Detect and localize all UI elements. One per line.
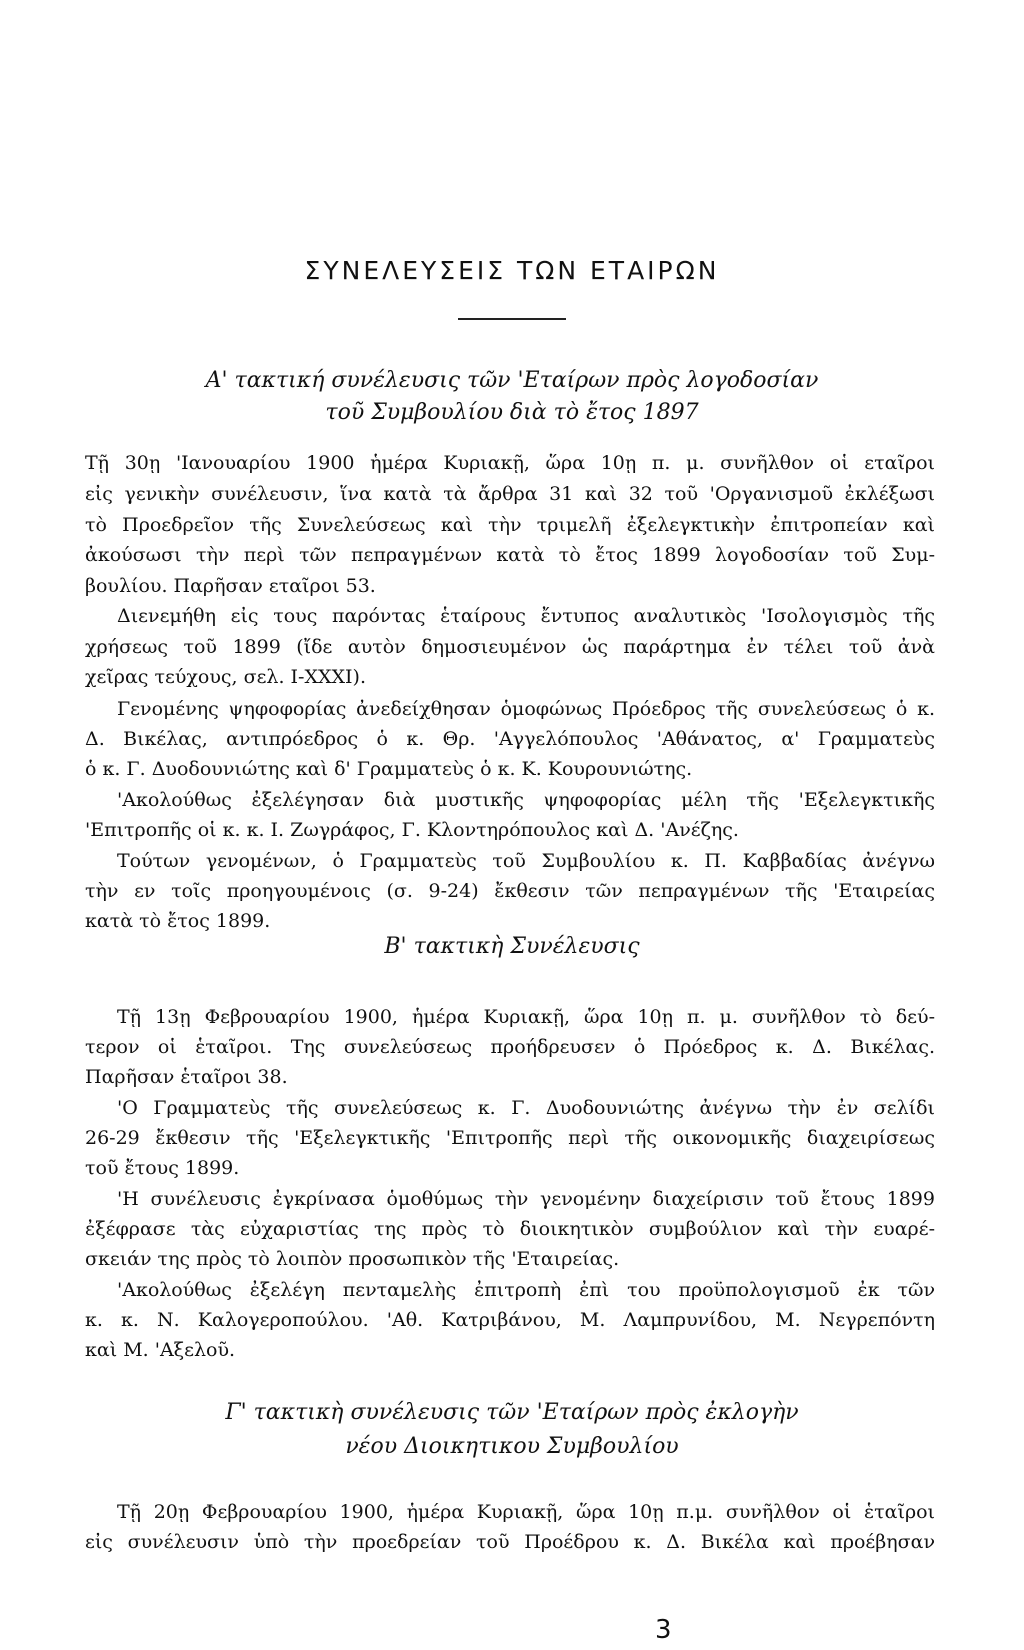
paragraph-line: 'Επιτροπῆς οἱ κ. κ. Ι. Ζωγράφος, Γ. Κλοντηρόπουλος καὶ Δ. 'Ανέζης. bbox=[85, 819, 739, 841]
paragraph-line: χρήσεως τοῦ 1899 (ἴδε αυτὸν δημοσιευμένον ὡς παράρτημα ἐν τέλει τοῦ ἀνὰ bbox=[85, 636, 935, 658]
paragraph-line: 'Η συνέλευσις ἐγκρίνασα ὁμοθύμως τὴν γενομένην διαχείρισιν τοῦ ἔτους 1899 bbox=[117, 1188, 935, 1210]
paragraph-line: κατὰ τὸ ἔτος 1899. bbox=[85, 910, 271, 932]
paragraph-line: τὴν εν τοῖς προηγουμένοις (σ. 9-24) ἔκθεσιν τῶν πεπραγμένων τῆς 'Εταιρείας bbox=[85, 880, 935, 902]
paragraph-line: τερον οἱ ἑταῖροι. Της συνελεύσεως προήδρευσεν ὁ Πρόεδρος κ. Δ. Βικέλας. bbox=[85, 1036, 935, 1058]
paragraph-line: 26-29 ἔκθεσιν τῆς 'Εξελεγκτικῆς 'Επιτροπῆς περὶ τῆς οικονομικῆς διαχειρίσεως bbox=[85, 1127, 935, 1149]
page-number: 3 bbox=[655, 1615, 672, 1645]
page-heading: ΣΥΝΕΛΕΥΣΕΙΣ ΤΩΝ ΕΤΑΙΡΩΝ bbox=[304, 256, 720, 285]
paragraph-line: τοῦ ἔτους 1899. bbox=[85, 1157, 240, 1179]
paragraph-line: Τούτων γενομένων, ὁ Γραμματεὺς τοῦ Συμβουλίου κ. Π. Καββαδίας ἀνέγνω bbox=[117, 850, 935, 872]
paragraph-line: κ. κ. Ν. Καλογεροπούλου. 'Αθ. Κατριβάνου, Μ. Λαμπρυνίδου, Μ. Νεγρεπόντη bbox=[85, 1309, 935, 1331]
paragraph-line: βουλίου. Παρῆσαν εταῖροι 53. bbox=[85, 575, 376, 597]
paragraph-line: χεῖρας τεύχους, σελ. Ι-ΧΧΧΙ). bbox=[85, 666, 367, 688]
paragraph-line: σκειάν της πρὸς τὸ λοιπὸν προσωπικὸν τῆς 'Εταιρείας. bbox=[85, 1248, 620, 1270]
paragraph-line: εἰς γενικὴν συνέλευσιν, ἵνα κατὰ τὰ ἄρθρα 31 καὶ 32 τοῦ 'Οργανισμοῦ ἐκλέξωσι bbox=[85, 483, 935, 505]
paragraph-line: τὸ Προεδρεῖον τῆς Συνελεύσεως καὶ τὴν τριμελῆ ἐξελεγκτικὴν ἐπιτροπείαν καὶ bbox=[85, 514, 935, 536]
paragraph-line: 'Ο Γραμματεὺς τῆς συνελεύσεως κ. Γ. Δυοδουνιώτης ἀνέγνω τὴν ἐν σελίδι bbox=[117, 1097, 935, 1119]
section-c-title-line-1: Γ' τακτικὴ συνέλευσις τῶν 'Εταίρων πρὸς ἐκλογὴν bbox=[225, 1400, 799, 1425]
paragraph-line: Διενεμήθη εἰς τους παρόντας ἑταίρους ἔντυπος αναλυτικὸς 'Ισολογισμὸς τῆς bbox=[117, 605, 935, 627]
paragraph-line: καὶ Μ. 'Αξελοῦ. bbox=[85, 1339, 236, 1361]
heading-rule bbox=[458, 318, 566, 320]
section-a-title-line-1: Α' τακτική συνέλευσις τῶν 'Εταίρων πρὸς λογοδοσίαν bbox=[205, 368, 819, 393]
paragraph-line: Γενομένης ψηφοφορίας ἀνεδείχθησαν ὁμοφώνως Πρόεδρος τῆς συνελεύσεως ὁ κ. bbox=[117, 698, 935, 720]
paragraph-line: 'Ακολούθως ἐξελέγησαν διὰ μυστικῆς ψηφοφορίας μέλη τῆς 'Εξελεγκτικῆς bbox=[117, 789, 935, 811]
paragraph-line: Τῇ 20ῃ Φεβρουαρίου 1900, ἡμέρα Κυριακῇ, ὥρα 10ῃ π.μ. συνῆλθον οἱ ἑταῖροι bbox=[117, 1501, 935, 1523]
paragraph-line: Τῇ 13ῃ Φεβρουαρίου 1900, ἡμέρα Κυριακῇ, ὥρα 10ῃ π. μ. συνῆλθον τὸ δεύ- bbox=[117, 1006, 935, 1028]
section-b-title: Β' τακτικὴ Συνέλευσις bbox=[384, 934, 640, 959]
paragraph-line: εἰς συνέλευσιν ὑπὸ τὴν προεδρείαν τοῦ Προέδρου κ. Δ. Βικέλα καὶ προέβησαν bbox=[85, 1531, 935, 1553]
paragraph-line: ἀκούσωσι τὴν περὶ τῶν πεπραγμένων κατὰ τὸ ἔτος 1899 λογοδοσίαν τοῦ Συμ- bbox=[85, 544, 935, 566]
paragraph-line: Δ. Βικέλας, αντιπρόεδρος ὁ κ. Θρ. 'Αγγελόπουλος 'Αθάνατος, α' Γραμματεὺς bbox=[85, 728, 935, 750]
paragraph-line: 'Ακολούθως ἐξελέγη πενταμελὴς ἐπιτροπὴ ἐπὶ του προϋπολογισμοῦ ἐκ τῶν bbox=[117, 1279, 935, 1301]
section-c-title-line-2: νέου Διοικητικου Συμβουλίου bbox=[345, 1434, 679, 1459]
paragraph-line: Τῇ 30ῃ 'Ιανουαρίου 1900 ἡμέρα Κυριακῇ, ὥρα 10ῃ π. μ. συνῆλθον οἱ εταῖροι bbox=[85, 452, 935, 474]
section-a-title-line-2: τοῦ Συμβουλίου διὰ τὸ ἔτος 1897 bbox=[325, 400, 699, 425]
paragraph-line: Παρῆσαν ἑταῖροι 38. bbox=[85, 1066, 288, 1088]
paragraph-line: ὁ κ. Γ. Δυοδουνιώτης καὶ δ' Γραμματεὺς ὁ κ. Κ. Κουρουνιώτης. bbox=[85, 758, 693, 780]
paragraph-line: ἐξέφρασε τὰς εὐχαριστίας της πρὸς τὸ διοικητικὸν συμβούλιον καὶ τὴν ευαρέ- bbox=[85, 1218, 935, 1240]
